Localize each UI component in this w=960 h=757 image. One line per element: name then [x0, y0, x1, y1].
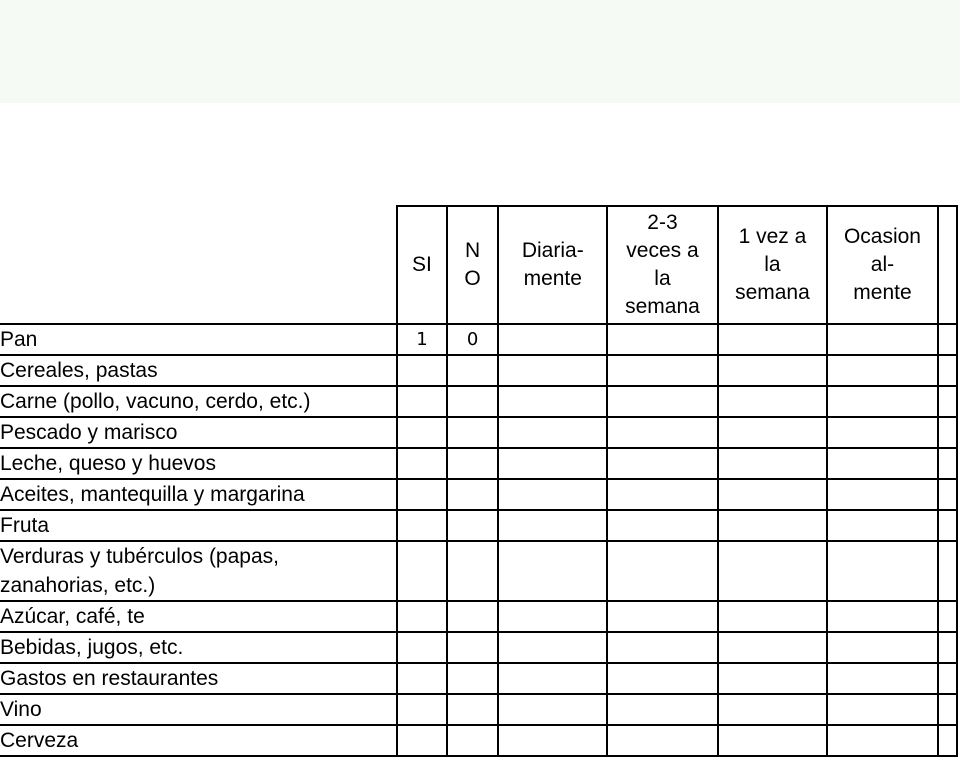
food-label: Cerveza	[0, 725, 397, 756]
diariamente-cell[interactable]	[498, 448, 607, 479]
food-label: Leche, queso y huevos	[0, 448, 397, 479]
table-row	[0, 632, 957, 663]
vez-1-cell[interactable]	[718, 601, 828, 632]
overflow-cell[interactable]	[938, 663, 957, 694]
si-cell[interactable]: 1	[397, 324, 447, 355]
vez-1-cell[interactable]	[718, 694, 828, 725]
veces-2-3-cell[interactable]	[607, 324, 717, 355]
si-cell[interactable]	[397, 632, 447, 663]
col-header-1-vez-text: 1 vez a la semana	[735, 225, 810, 304]
veces-2-3-cell[interactable]	[607, 386, 717, 417]
overflow-cell[interactable]	[938, 541, 957, 601]
food-label: Pan	[0, 324, 397, 355]
ocasionalmente-cell[interactable]	[827, 663, 938, 694]
food-label: Verduras y tubérculos (papas, zanahorias, etc.)	[0, 541, 397, 601]
overflow-cell[interactable]	[938, 725, 957, 756]
si-cell[interactable]	[397, 417, 447, 448]
no-cell[interactable]	[447, 479, 498, 510]
col-header-ocasionalmente-text: Ocasion al- mente	[843, 225, 921, 304]
diariamente-cell[interactable]	[498, 632, 607, 663]
diariamente-cell[interactable]	[498, 541, 607, 601]
overflow-cell[interactable]	[938, 417, 957, 448]
col-header-no	[447, 206, 498, 324]
vez-1-cell[interactable]	[718, 324, 828, 355]
si-cell[interactable]	[397, 663, 447, 694]
food-label: Gastos en restaurantes	[0, 663, 397, 694]
no-cell[interactable]	[447, 386, 498, 417]
table-row	[0, 324, 957, 355]
ocasionalmente-cell[interactable]	[827, 694, 938, 725]
si-cell[interactable]	[397, 725, 447, 756]
diariamente-cell[interactable]	[498, 417, 607, 448]
food-label: Aceites, mantequilla y margarina	[0, 479, 397, 510]
no-cell[interactable]	[447, 417, 498, 448]
veces-2-3-cell[interactable]	[607, 479, 717, 510]
veces-2-3-cell[interactable]	[607, 448, 717, 479]
col-header-1-vez	[718, 206, 828, 324]
food-label: Pescado y marisco	[0, 417, 397, 448]
si-cell[interactable]	[397, 510, 447, 541]
diariamente-cell[interactable]	[498, 510, 607, 541]
vez-1-cell[interactable]	[718, 725, 828, 756]
ocasionalmente-cell[interactable]	[827, 725, 938, 756]
si-cell[interactable]	[397, 694, 447, 725]
table-row	[0, 663, 957, 694]
table-row	[0, 694, 957, 725]
col-header-diariamente	[498, 206, 607, 324]
si-cell[interactable]	[397, 479, 447, 510]
ocasionalmente-cell[interactable]	[827, 510, 938, 541]
overflow-cell[interactable]	[938, 324, 957, 355]
no-cell[interactable]	[447, 663, 498, 694]
veces-2-3-cell[interactable]	[607, 663, 717, 694]
veces-2-3-cell[interactable]	[607, 632, 717, 663]
food-label: Fruta	[0, 510, 397, 541]
table-row	[0, 448, 957, 479]
overflow-cell[interactable]	[938, 448, 957, 479]
veces-2-3-cell[interactable]	[607, 355, 717, 386]
col-header-ocasionalmente	[827, 206, 938, 324]
ocasionalmente-cell[interactable]	[827, 417, 938, 448]
vez-1-cell[interactable]	[718, 386, 828, 417]
no-cell[interactable]: 0	[447, 324, 498, 355]
no-cell[interactable]	[447, 694, 498, 725]
ocasionalmente-cell[interactable]	[827, 324, 938, 355]
ocasionalmente-cell[interactable]	[827, 448, 938, 479]
veces-2-3-cell[interactable]	[607, 601, 717, 632]
si-cell[interactable]	[397, 448, 447, 479]
veces-2-3-cell[interactable]	[607, 541, 717, 601]
table-row	[0, 541, 957, 601]
table-row	[0, 479, 957, 510]
no-cell[interactable]	[447, 541, 498, 601]
si-cell[interactable]	[397, 386, 447, 417]
ocasionalmente-cell[interactable]	[827, 632, 938, 663]
col-header-overflow	[938, 206, 957, 324]
table-row	[0, 386, 957, 417]
col-header-diariamente-text: Diaria- mente	[521, 239, 584, 290]
no-cell[interactable]	[447, 448, 498, 479]
no-cell[interactable]	[447, 632, 498, 663]
si-cell[interactable]	[397, 541, 447, 601]
diariamente-cell[interactable]	[498, 355, 607, 386]
vez-1-cell[interactable]	[718, 448, 828, 479]
table-row	[0, 417, 957, 448]
no-cell[interactable]	[447, 601, 498, 632]
ocasionalmente-cell[interactable]	[827, 386, 938, 417]
food-label: Bebidas, jugos, etc.	[0, 632, 397, 663]
overflow-cell[interactable]	[938, 355, 957, 386]
vez-1-cell[interactable]	[718, 417, 828, 448]
vez-1-cell[interactable]	[718, 541, 828, 601]
diariamente-cell[interactable]	[498, 386, 607, 417]
food-label: Vino	[0, 694, 397, 725]
food-frequency-table	[0, 205, 958, 757]
diariamente-cell[interactable]	[498, 725, 607, 756]
vez-1-cell[interactable]	[718, 479, 828, 510]
diariamente-cell[interactable]	[498, 601, 607, 632]
overflow-cell[interactable]	[938, 386, 957, 417]
table-row	[0, 725, 957, 756]
overflow-cell[interactable]	[938, 601, 957, 632]
table-row	[0, 510, 957, 541]
header-row	[0, 206, 957, 324]
overflow-cell[interactable]	[938, 632, 957, 663]
top-band	[0, 0, 960, 103]
col-header-2-3-veces-text: 2-3 veces a la semana	[625, 211, 700, 318]
overflow-cell[interactable]	[938, 694, 957, 725]
food-label: Carne (pollo, vacuno, cerdo, etc.)	[0, 386, 397, 417]
veces-2-3-cell[interactable]	[607, 510, 717, 541]
table-row	[0, 601, 957, 632]
no-cell[interactable]	[447, 355, 498, 386]
col-header-2-3-veces	[607, 206, 717, 324]
diariamente-cell[interactable]	[498, 479, 607, 510]
col-header-si	[397, 206, 447, 324]
si-cell[interactable]	[397, 601, 447, 632]
ocasionalmente-cell[interactable]	[827, 541, 938, 601]
table-row	[0, 355, 957, 386]
si-cell[interactable]	[397, 355, 447, 386]
veces-2-3-cell[interactable]	[607, 417, 717, 448]
vez-1-cell[interactable]	[718, 355, 828, 386]
diariamente-cell[interactable]	[498, 694, 607, 725]
overflow-cell[interactable]	[938, 510, 957, 541]
vez-1-cell[interactable]	[718, 663, 828, 694]
no-cell[interactable]	[447, 725, 498, 756]
food-label: Cereales, pastas	[0, 355, 397, 386]
header-blank-cell	[0, 206, 397, 324]
diariamente-cell[interactable]	[498, 663, 607, 694]
overflow-cell[interactable]	[938, 479, 957, 510]
ocasionalmente-cell[interactable]	[827, 479, 938, 510]
food-label: Azúcar, café, te	[0, 601, 397, 632]
veces-2-3-cell[interactable]	[607, 694, 717, 725]
no-cell[interactable]	[447, 510, 498, 541]
ocasionalmente-cell[interactable]	[827, 355, 938, 386]
col-header-si-text: SI	[412, 253, 432, 276]
veces-2-3-cell[interactable]	[607, 725, 717, 756]
ocasionalmente-cell[interactable]	[827, 601, 938, 632]
vez-1-cell[interactable]	[718, 632, 828, 663]
vez-1-cell[interactable]	[718, 510, 828, 541]
col-header-no-text: N O	[464, 239, 481, 290]
diariamente-cell[interactable]	[498, 324, 607, 355]
